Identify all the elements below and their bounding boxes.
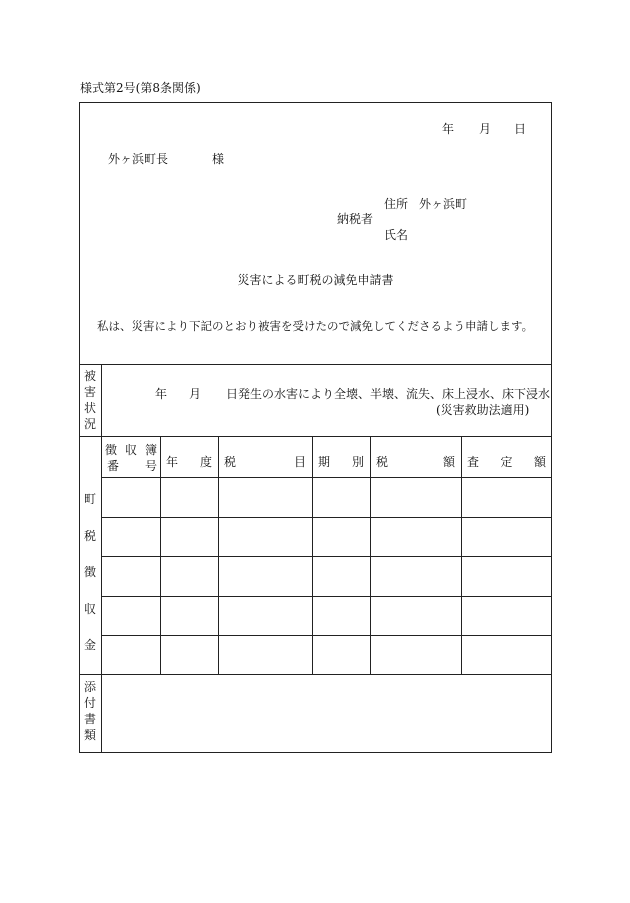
date-year-label: 年 xyxy=(442,122,455,136)
col-divider-5 xyxy=(461,436,462,674)
header-period-char: 別 xyxy=(351,455,364,469)
attachments-label: 添付書類 xyxy=(83,680,96,742)
header-ledger-number-char: 簿 xyxy=(144,443,157,457)
header-tax-item-char: 目 xyxy=(293,455,306,469)
header-ledger-number-char: 徴 xyxy=(105,443,118,457)
date-day-label: 日 xyxy=(514,122,527,136)
header-period-char: 期 xyxy=(318,455,331,469)
table-row-line xyxy=(101,596,552,597)
col-divider-2 xyxy=(218,436,219,674)
header-ledger-number-line xyxy=(105,458,157,474)
header-fiscal-year xyxy=(166,453,212,470)
table-row-line xyxy=(101,517,552,518)
header-ledger-number xyxy=(105,442,157,474)
header-fiscal-year-char: 度 xyxy=(199,455,212,469)
header-period xyxy=(318,453,364,470)
form-number: 様式第2号(第8条関係) xyxy=(80,81,201,95)
col-divider-4 xyxy=(370,436,371,674)
damage-status-label: 被害状況 xyxy=(83,369,96,431)
table-header-bottom xyxy=(101,477,552,478)
document-title: 災害による町税の減免申請書 xyxy=(237,273,394,287)
header-tax-amount-char: 額 xyxy=(442,455,455,469)
header-tax-amount-char: 税 xyxy=(376,455,389,469)
addressee-name: 外ヶ浜町長 xyxy=(108,152,169,166)
table-row-line xyxy=(101,635,552,636)
addressee-honorific: 様 xyxy=(212,152,225,166)
header-ledger-number-char: 号 xyxy=(144,459,157,473)
header-tax-amount xyxy=(376,453,455,470)
damage-year-label: 年 xyxy=(155,387,168,401)
damage-description: 日発生の水害により全壊、半壊、流失、床上浸水、床下浸水 xyxy=(226,387,551,401)
date-month-label: 月 xyxy=(479,122,492,136)
divider-tax-top xyxy=(79,436,552,437)
header-assessed-amount-char: 査 xyxy=(467,455,480,469)
divider-damage-top xyxy=(79,364,552,365)
header-ledger-number-char: 番 xyxy=(107,459,120,473)
disaster-relief-note: (災害救助法適用) xyxy=(436,403,530,417)
damage-month-label: 月 xyxy=(189,387,202,401)
address-value: 外ヶ浜町 xyxy=(419,197,468,211)
request-statement: 私は、災害により下記のとおり被害を受けたので減免してくださるよう申請します。 xyxy=(97,319,534,333)
header-assessed-amount-char: 定 xyxy=(500,455,513,469)
address-label: 住所 xyxy=(384,197,409,211)
table-row-line xyxy=(101,556,552,557)
header-assessed-amount xyxy=(467,453,546,470)
header-tax-item xyxy=(224,453,306,470)
col-divider-3 xyxy=(312,436,313,674)
name-label: 氏名 xyxy=(384,228,409,242)
header-fiscal-year-char: 年 xyxy=(166,455,179,469)
label-column-divider xyxy=(101,364,102,753)
header-tax-item-char: 税 xyxy=(224,455,237,469)
header-ledger-number-char: 収 xyxy=(124,443,137,457)
taxpayer-label: 納税者 xyxy=(337,212,374,226)
col-divider-1 xyxy=(160,436,161,674)
header-assessed-amount-char: 額 xyxy=(533,455,546,469)
header-ledger-number-line xyxy=(105,442,157,458)
divider-attachments-top xyxy=(79,674,552,675)
application-form xyxy=(79,102,552,753)
tax-collection-label: 町税徴収金 xyxy=(83,492,96,652)
